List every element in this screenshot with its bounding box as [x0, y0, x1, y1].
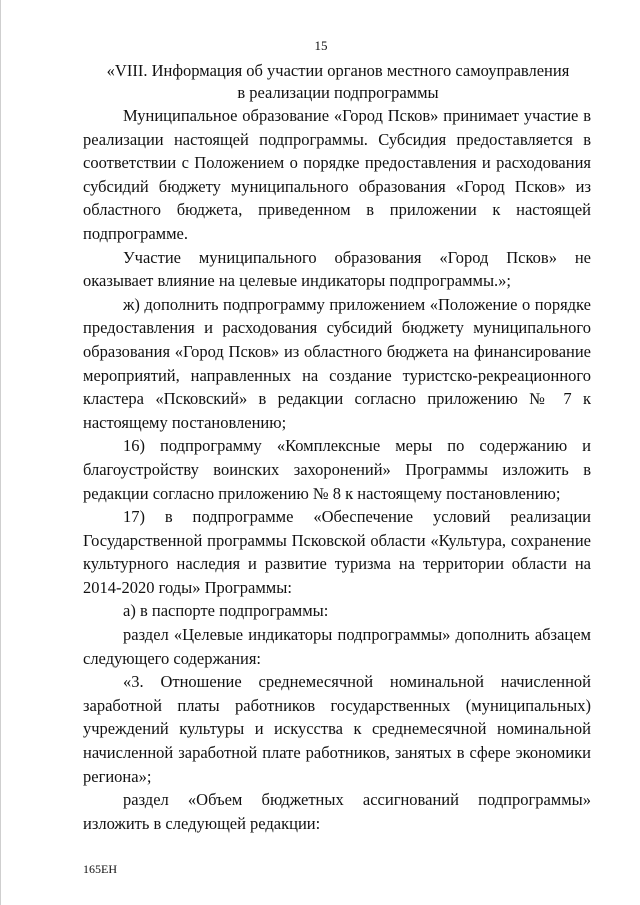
paragraph: Муниципальное образование «Город Псков» принимает участие в реализации настоящей подпрограммы. Субсидия предоставляется в соответствии с Положением о порядке предоставления и расходования субсидий бюджету муниципального образования «Город Псков» из областного бюджета, приведенном в приложении к настоящей подпрограмме.	[83, 106, 591, 243]
section-heading-line-2: в реализации подпрограммы	[237, 83, 439, 102]
paragraph: раздел «Целевые индикаторы подпрограммы» дополнить абзацем следующего содержания:	[83, 625, 591, 668]
paragraph: 16) подпрограмму «Комплексные меры по содержанию и благоустройству воинских захоронений» Программы изложить в редакции согласно приложению № 8 к настоящему постановлению;	[83, 436, 591, 503]
document-body	[83, 104, 591, 835]
section-heading-line-1: «VIII. Информация об участии органов местного самоуправления	[106, 61, 570, 80]
document-code: 165ЕН	[83, 862, 117, 876]
paragraph: «3. Отношение среднемесячной номинальной начисленной заработной платы работников государственных (муниципальных) учреждений культуры и искусства к среднемесячной номинальной начисленной заработной плате работников, занятых в сфере экономики региона»;	[83, 672, 591, 786]
paragraph: 17) в подпрограмме «Обеспечение условий реализации Государственной программы Псковской области «Культура, сохранение культурного наследия и развитие туризма на территории области на 2014-2020 годы» Программы:	[83, 507, 591, 597]
section-heading	[83, 60, 593, 104]
paragraph: Участие муниципального образования «Город Псков» не оказывает влияние на целевые индикаторы подпрограммы.»;	[83, 247, 591, 291]
paragraph: раздел «Объем бюджетных ассигнований подпрограммы» изложить в следующей редакции:	[83, 790, 591, 833]
paragraph: а) в паспорте подпрограммы:	[123, 601, 329, 621]
page-number: 15	[314, 38, 328, 53]
paragraph: ж) дополнить подпрограмму приложением «Положение о порядке предоставления и расходования субсидий бюджету муниципального образования «Город Псков» из областного бюджета на финансирование мероприятий, направленных на создание туристско-рекреационного кластера «Псковский» в редакции согласно приложению № 7 к настоящему постановлению;	[83, 294, 591, 432]
